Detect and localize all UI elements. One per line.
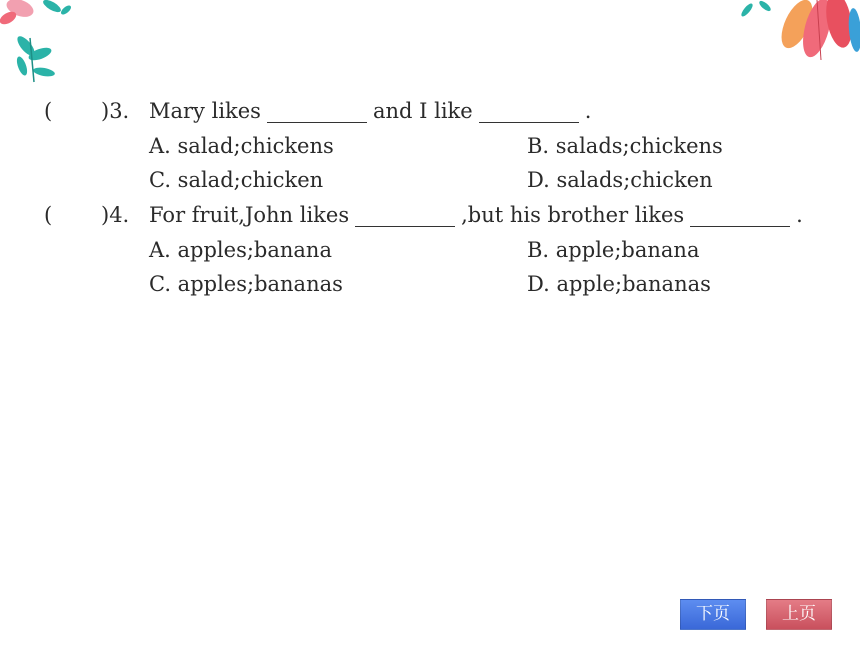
option-b: B. apple;banana xyxy=(527,238,700,262)
next-page-button[interactable]: 下页 xyxy=(680,599,746,630)
answer-blank xyxy=(690,206,790,227)
option-d: D. salads;chicken xyxy=(527,168,713,192)
answer-paren-open: ( xyxy=(44,99,53,123)
floral-decoration-left-icon xyxy=(0,0,80,90)
option-c: C. salad;chicken xyxy=(149,168,324,192)
previous-page-button[interactable]: 上页 xyxy=(766,599,832,630)
option-a: A. apples;banana xyxy=(149,238,332,262)
answer-paren-open: ( xyxy=(44,203,53,227)
answer-blank xyxy=(479,102,579,123)
answer-blank xyxy=(355,206,455,227)
question-4 xyxy=(0,203,860,233)
question-number: )4. xyxy=(101,203,130,227)
option-a: A. salad;chickens xyxy=(149,134,334,158)
question-number: )3. xyxy=(101,99,130,123)
option-b: B. salads;chickens xyxy=(527,134,723,158)
option-d: D. apple;bananas xyxy=(527,272,711,296)
answer-blank xyxy=(267,102,367,123)
question-3 xyxy=(0,99,860,129)
question-text: Mary likes and I like . xyxy=(149,99,592,123)
option-c: C. apples;bananas xyxy=(149,272,343,296)
question-text: For fruit,John likes ,but his brother likes . xyxy=(149,203,803,227)
floral-decoration-right-icon xyxy=(735,0,860,70)
